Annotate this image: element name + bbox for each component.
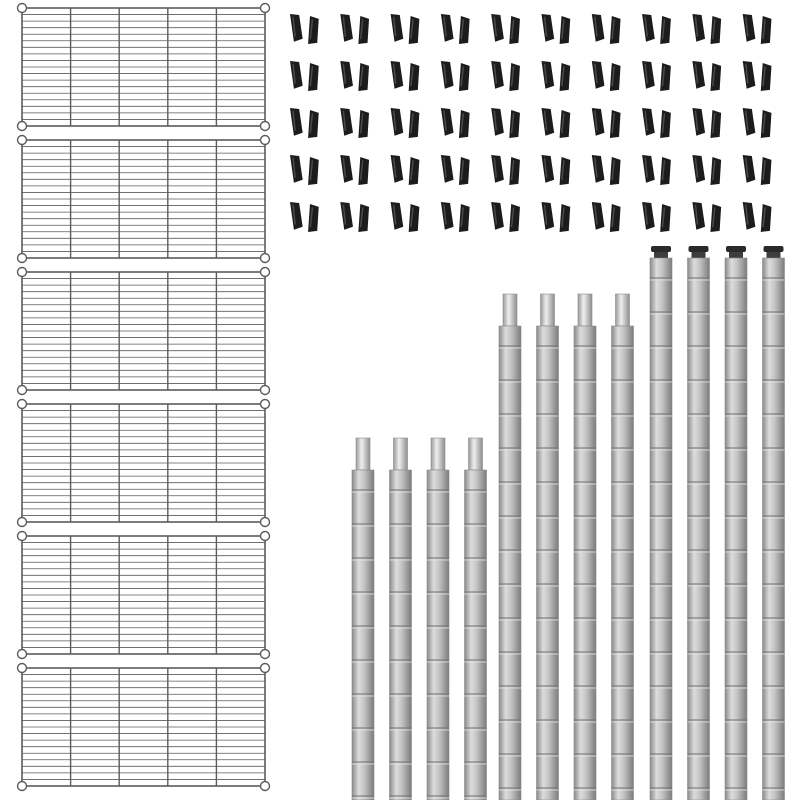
medium-poles <box>499 294 634 800</box>
clip-piece <box>290 154 303 183</box>
clip-pair <box>340 107 370 139</box>
clip-piece <box>408 204 421 233</box>
clip-piece <box>458 110 471 139</box>
clip-pair <box>340 60 370 92</box>
clip-pair <box>542 13 572 45</box>
clip-piece <box>760 16 773 45</box>
clip-pair <box>340 13 370 45</box>
clip-pair <box>743 201 773 233</box>
clip-pair <box>290 107 320 139</box>
clip-piece <box>357 16 370 45</box>
shelf-corner-collar <box>18 650 27 659</box>
long-poles-with-feet <box>650 246 785 800</box>
leveling-foot <box>764 246 784 252</box>
clip-piece <box>642 201 655 230</box>
clip-piece <box>441 107 454 136</box>
clip-piece <box>508 157 521 186</box>
clip-pair <box>491 201 521 233</box>
clips-group <box>290 13 773 233</box>
clip-pair <box>391 107 421 139</box>
clip-piece <box>743 154 756 183</box>
clip-piece <box>709 157 722 186</box>
clip-piece <box>458 204 471 233</box>
clip-pair <box>542 107 572 139</box>
wire-shelf <box>18 136 270 263</box>
pole-connector-tip <box>394 438 408 470</box>
clip-piece <box>659 157 672 186</box>
clip-piece <box>760 204 773 233</box>
clip-pair <box>743 107 773 139</box>
pole <box>688 246 710 800</box>
clip-piece <box>609 63 622 92</box>
clip-piece <box>290 13 303 42</box>
shelf-corner-collar <box>261 532 270 541</box>
clip-piece <box>760 157 773 186</box>
clip-piece <box>458 63 471 92</box>
clip-piece <box>592 154 605 183</box>
shelf-corner-collar <box>18 136 27 145</box>
clip-piece <box>491 107 504 136</box>
leveling-foot <box>689 246 709 252</box>
clip-piece <box>743 13 756 42</box>
clip-piece <box>307 63 320 92</box>
clip-pair <box>391 13 421 45</box>
clip-pair <box>692 154 722 186</box>
clip-piece <box>609 16 622 45</box>
clip-pair <box>592 154 622 186</box>
clip-piece <box>340 201 353 230</box>
shelf-corner-collar <box>261 400 270 409</box>
shelf-corner-collar <box>18 386 27 395</box>
clip-pair <box>642 107 672 139</box>
pole <box>763 246 785 800</box>
clip-piece <box>508 204 521 233</box>
clip-piece <box>709 16 722 45</box>
pole-connector-tip <box>578 294 592 326</box>
shelf-corner-collar <box>261 122 270 131</box>
clip-pair <box>441 201 471 233</box>
clip-piece <box>692 107 705 136</box>
short-poles <box>352 438 487 800</box>
clip-piece <box>491 60 504 89</box>
clip-pair <box>692 107 722 139</box>
shelf-corner-collar <box>18 4 27 13</box>
clip-pair <box>692 13 722 45</box>
clip-pair <box>592 201 622 233</box>
clip-piece <box>307 110 320 139</box>
clip-pair <box>692 60 722 92</box>
clip-pair <box>592 107 622 139</box>
clip-pair <box>692 201 722 233</box>
pole <box>574 294 596 800</box>
clip-pair <box>290 60 320 92</box>
clip-piece <box>542 201 555 230</box>
pole <box>465 438 487 800</box>
clip-pair <box>290 201 320 233</box>
clip-piece <box>692 13 705 42</box>
clip-piece <box>743 107 756 136</box>
clip-piece <box>743 201 756 230</box>
clip-piece <box>542 13 555 42</box>
clip-piece <box>609 204 622 233</box>
clip-pair <box>441 154 471 186</box>
clip-pair <box>542 60 572 92</box>
clip-piece <box>357 110 370 139</box>
clip-piece <box>408 110 421 139</box>
clip-piece <box>290 201 303 230</box>
clip-pair <box>441 60 471 92</box>
clip-pair <box>743 13 773 45</box>
pole <box>390 438 412 800</box>
clip-piece <box>692 60 705 89</box>
wire-shelves-group <box>18 4 270 791</box>
pole-connector-tip <box>503 294 517 326</box>
clip-piece <box>559 63 572 92</box>
clip-piece <box>290 107 303 136</box>
wire-shelf <box>18 532 270 659</box>
clip-pair <box>743 154 773 186</box>
shelf-corner-collar <box>18 254 27 263</box>
shelf-corner-collar <box>261 650 270 659</box>
clip-piece <box>642 60 655 89</box>
clip-piece <box>592 107 605 136</box>
clip-pair <box>491 154 521 186</box>
clip-pair <box>491 13 521 45</box>
clip-piece <box>441 13 454 42</box>
clip-piece <box>340 60 353 89</box>
clip-piece <box>659 63 672 92</box>
clip-pair <box>340 154 370 186</box>
pole-connector-tip <box>616 294 630 326</box>
clip-piece <box>760 110 773 139</box>
clip-piece <box>290 60 303 89</box>
shelf-corner-collar <box>261 4 270 13</box>
clip-piece <box>391 13 404 42</box>
clip-piece <box>642 154 655 183</box>
clip-piece <box>391 154 404 183</box>
pole <box>352 438 374 800</box>
clip-piece <box>391 107 404 136</box>
shelf-corner-collar <box>18 782 27 791</box>
clip-piece <box>340 13 353 42</box>
shelf-corner-collar <box>261 268 270 277</box>
clip-piece <box>542 60 555 89</box>
pole-connector-tip <box>469 438 483 470</box>
pole <box>650 246 672 800</box>
shelf-corner-collar <box>18 532 27 541</box>
clip-piece <box>391 60 404 89</box>
clip-piece <box>357 157 370 186</box>
clip-pair <box>391 60 421 92</box>
clip-pair <box>642 154 672 186</box>
clip-pair <box>642 201 672 233</box>
clip-piece <box>542 154 555 183</box>
clip-piece <box>458 157 471 186</box>
clip-pair <box>592 13 622 45</box>
pole-connector-tip <box>541 294 555 326</box>
clip-pair <box>642 13 672 45</box>
clip-piece <box>642 13 655 42</box>
clip-piece <box>307 157 320 186</box>
clip-piece <box>559 204 572 233</box>
clip-piece <box>592 60 605 89</box>
clip-pair <box>542 201 572 233</box>
shelf-corner-collar <box>261 782 270 791</box>
shelf-corner-collar <box>261 518 270 527</box>
clip-piece <box>508 63 521 92</box>
pole <box>537 294 559 800</box>
clip-pair <box>592 60 622 92</box>
clip-piece <box>357 204 370 233</box>
pole-connector-tip <box>431 438 445 470</box>
leveling-foot <box>726 246 746 252</box>
shelf-corner-collar <box>261 136 270 145</box>
pole <box>499 294 521 800</box>
clip-piece <box>609 110 622 139</box>
clip-pair <box>441 107 471 139</box>
clip-piece <box>307 16 320 45</box>
shelf-corner-collar <box>18 268 27 277</box>
poles-group <box>352 246 785 800</box>
clip-piece <box>760 63 773 92</box>
clip-piece <box>709 204 722 233</box>
shelf-corner-collar <box>261 254 270 263</box>
clip-piece <box>559 16 572 45</box>
clip-piece <box>542 107 555 136</box>
pole <box>725 246 747 800</box>
clip-piece <box>642 107 655 136</box>
pole <box>427 438 449 800</box>
clip-piece <box>391 201 404 230</box>
shelf-corner-collar <box>261 664 270 673</box>
clip-pair <box>391 154 421 186</box>
shelf-corner-collar <box>18 518 27 527</box>
clip-pair <box>290 13 320 45</box>
clip-piece <box>692 201 705 230</box>
clip-piece <box>692 154 705 183</box>
clip-piece <box>491 201 504 230</box>
clip-piece <box>659 110 672 139</box>
wire-shelf <box>18 664 270 791</box>
clip-piece <box>441 201 454 230</box>
clip-piece <box>592 13 605 42</box>
clip-pair <box>743 60 773 92</box>
clip-piece <box>408 63 421 92</box>
clip-pair <box>542 154 572 186</box>
pole <box>612 294 634 800</box>
clip-pair <box>441 13 471 45</box>
shelf-corner-collar <box>18 400 27 409</box>
clip-piece <box>559 110 572 139</box>
shelf-corner-collar <box>18 664 27 673</box>
clip-pair <box>491 107 521 139</box>
clip-piece <box>408 157 421 186</box>
clip-piece <box>659 16 672 45</box>
clip-pair <box>491 60 521 92</box>
clip-piece <box>441 154 454 183</box>
clip-piece <box>491 13 504 42</box>
clip-piece <box>441 60 454 89</box>
shelf-corner-collar <box>18 122 27 131</box>
wire-shelf <box>18 4 270 131</box>
clip-piece <box>709 110 722 139</box>
wire-shelf <box>18 268 270 395</box>
clip-piece <box>491 154 504 183</box>
clip-piece <box>340 107 353 136</box>
clip-piece <box>357 63 370 92</box>
clip-piece <box>307 204 320 233</box>
leveling-foot <box>651 246 671 252</box>
pole-connector-tip <box>356 438 370 470</box>
clip-pair <box>290 154 320 186</box>
clip-piece <box>508 16 521 45</box>
shelf-corner-collar <box>261 386 270 395</box>
clip-pair <box>391 201 421 233</box>
clip-piece <box>709 63 722 92</box>
clip-pair <box>340 201 370 233</box>
clip-pair <box>642 60 672 92</box>
clip-piece <box>340 154 353 183</box>
clip-piece <box>609 157 622 186</box>
clip-piece <box>743 60 756 89</box>
clip-piece <box>508 110 521 139</box>
wire-shelf <box>18 400 270 527</box>
clip-piece <box>408 16 421 45</box>
clip-piece <box>592 201 605 230</box>
clip-piece <box>559 157 572 186</box>
clip-piece <box>659 204 672 233</box>
clip-piece <box>458 16 471 45</box>
